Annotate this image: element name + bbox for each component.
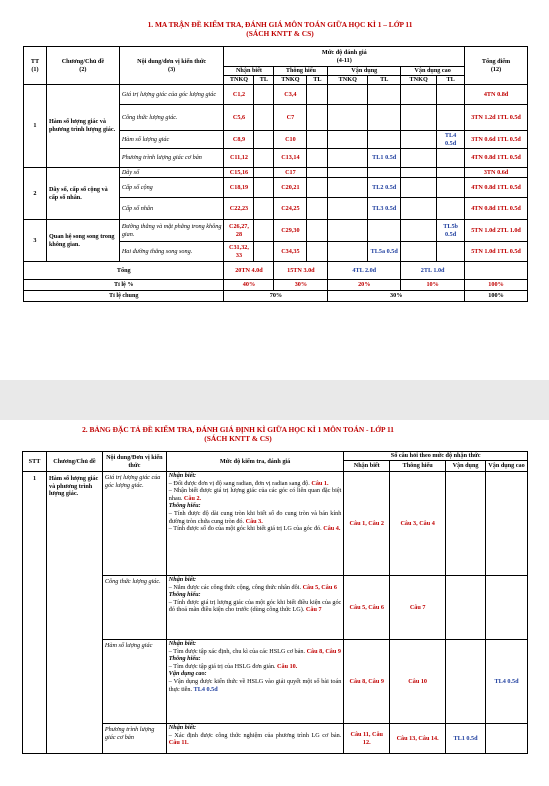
- nb-cell: C1,2: [224, 85, 254, 105]
- content-cell: Dãy số: [119, 168, 224, 178]
- group-number: 1: [24, 85, 47, 168]
- description-line: – Xác định được công thức nghiệm của phương trình LG cơ bản. Câu 11.: [168, 731, 342, 747]
- vdc-cell: TL4 0.5đ: [486, 640, 528, 724]
- th-cell: Câu 3, Câu 4: [390, 472, 446, 576]
- chapter-cell: Hàm số lượng giác và phương trình lượng giác.: [46, 472, 102, 754]
- spec-table: [22, 451, 528, 754]
- vd-cell: [446, 576, 486, 640]
- nb-cell: C18,19: [224, 178, 254, 198]
- th-cell: C34,35: [274, 242, 307, 262]
- level-heading: Thông hiểu:: [168, 502, 201, 510]
- total-th: 15TN 3.0đ: [274, 262, 328, 280]
- description-cell: [166, 472, 344, 576]
- ratio-th: 30%: [274, 280, 328, 291]
- header-thong-hieu: Thông hiểu: [390, 461, 446, 472]
- nb-cell: C26,27, 28: [224, 220, 254, 242]
- header-tl: TL: [437, 76, 465, 85]
- matrix-table: [23, 46, 528, 302]
- description-line: – Tính được số đo của một góc khi biết giá trị LG của góc đó. Câu 4.: [168, 525, 341, 533]
- vdc-cell: TL5b 0.5đ: [437, 220, 465, 242]
- vd-cell: [368, 168, 401, 178]
- level-heading: Nhận biết:: [168, 724, 197, 731]
- content-cell: Giá trị lượng giác của góc lượng giác: [119, 85, 224, 105]
- header-level-desc: Mức độ kiểm tra, đánh giá: [166, 452, 344, 472]
- table-row: [24, 85, 528, 105]
- spec-title: [8, 425, 468, 443]
- description-line: – Đổi được đơn vị độ sang radian, đơn vị radian sang độ. Câu 1.: [168, 479, 329, 487]
- header-content: Nội dung/Đơn vị kiến thức: [102, 452, 166, 472]
- general-ratio-total: 100%: [465, 291, 528, 302]
- general-ratio-row: [24, 291, 528, 302]
- header-tl: TL: [254, 76, 274, 85]
- ratio-row: [24, 280, 528, 291]
- description-line: – Nhận biết được giá trị lượng giác của các góc có liên quan đặc biệt nhau. Câu 2.: [168, 487, 342, 502]
- level-heading: Vận dụng cao:: [168, 670, 207, 678]
- header-van-dung-cao: Vận dụng cao: [486, 461, 528, 472]
- th-cell: C24,25: [274, 198, 307, 220]
- vd-cell: [368, 131, 401, 149]
- vdc-cell: TL4 0.5đ: [437, 131, 465, 149]
- content-cell: Đường thẳng và mặt phẳng trong không gian.: [119, 220, 224, 242]
- total-cell: 4TN 0.8đ 1TL 0.5đ: [465, 178, 528, 198]
- th-cell: C29,30: [274, 220, 307, 242]
- total-nb: 20TN 4.0đ: [224, 262, 274, 280]
- description-line: – Tính được độ dài cung tròn khi biết số đo cung tròn và bán kính đường tròn chứa cung tròn đó. Câu 3.: [168, 509, 342, 525]
- total-cell: 5TN 1.0đ 2TL 1.0đ: [465, 220, 528, 242]
- total-cell: 3TN 1.2đ 1TL 0.5đ: [465, 105, 528, 131]
- th-cell: C13,14: [274, 149, 307, 168]
- vd-cell: TL1 0.5đ: [446, 724, 486, 754]
- content-cell: Hai đường thẳng song song.: [119, 242, 224, 262]
- ratio-vdc: 10%: [401, 280, 465, 291]
- header-thong-hieu: Thông hiểu: [274, 67, 328, 76]
- vd-cell: TL5a 0.5đ: [368, 242, 401, 262]
- nb-cell: C8,9: [224, 131, 254, 149]
- page-gap: [0, 380, 549, 420]
- table-row: [23, 472, 528, 576]
- nb-cell: C11,12: [224, 149, 254, 168]
- vdc-cell: [486, 724, 528, 754]
- th-cell: C10: [274, 131, 307, 149]
- nb-cell: C31,32, 33: [224, 242, 254, 262]
- matrix-title: [60, 20, 500, 38]
- table-row: [24, 220, 528, 242]
- group-chapter: Quan hệ song song trong không gian.: [46, 220, 119, 262]
- header-chapter: Chương/Chủ đề: [46, 452, 102, 472]
- general-ratio-a: 70%: [224, 291, 328, 302]
- vd-cell: TL3 0.5đ: [368, 198, 401, 220]
- th-cell: C20,21: [274, 178, 307, 198]
- general-ratio-label: Tỉ lệ chung: [24, 291, 224, 302]
- nb-cell: Câu 8, Câu 9: [344, 640, 390, 724]
- spec-title-line2: (SÁCH KNTT & CS): [204, 434, 272, 443]
- header-tl: TL: [307, 76, 328, 85]
- header-stt: STT: [23, 452, 47, 472]
- header-van-dung: Vận dụng: [446, 461, 486, 472]
- ratio-vd: 20%: [328, 280, 401, 291]
- vdc-cell: [437, 178, 465, 198]
- th-cell: Câu 13, Câu 14.: [390, 724, 446, 754]
- total-cell: 3TN 0.6đ: [465, 168, 528, 178]
- vdc-cell: [437, 85, 465, 105]
- total-vdc: 2TL 1.0đ: [401, 262, 465, 280]
- page-2: [0, 420, 549, 786]
- vdc-cell: [437, 149, 465, 168]
- description-line: – Vận dụng được kiến thức về HSLG vào giải quyết một số bài toán thực tiễn. TL4 0.5đ: [168, 677, 342, 693]
- group-number: 3: [24, 220, 47, 262]
- vdc-cell: [437, 168, 465, 178]
- content-cell: Công thức lượng giác.: [119, 105, 224, 131]
- vdc-cell: [437, 105, 465, 131]
- group-chapter: Dãy số, cấp số cộng và cấp số nhân.: [46, 168, 119, 220]
- table-row: [24, 168, 528, 178]
- group-chapter: Hàm số lượng giác và phương trình lượng giác.: [46, 85, 119, 168]
- stt-cell: 1: [23, 472, 47, 754]
- ratio-label: Tỉ lệ %: [24, 280, 224, 291]
- th-cell: Câu 7: [390, 576, 446, 640]
- total-cell: 4TN 0.8đ 1TL 0.5đ: [465, 198, 528, 220]
- header-van-dung-cao: Vận dụng cao: [401, 67, 465, 76]
- vd-cell: [368, 105, 401, 131]
- header-total: Tổng điểm (12): [465, 47, 528, 85]
- content-cell: Giá trị lượng giác của góc lượng giác.: [102, 472, 166, 576]
- vd-cell: TL2 0.5đ: [368, 178, 401, 198]
- th-cell: C7: [274, 105, 307, 131]
- description-line: – Tìm được tập xác định, chu kì của các HSLG cơ bản. Câu 8, Câu 9: [168, 647, 341, 655]
- description-cell: [166, 576, 344, 640]
- nb-cell: Câu 5, Câu 6: [344, 576, 390, 640]
- content-cell: Hàm số lượng giác: [119, 131, 224, 149]
- nb-cell: C15,16: [224, 168, 254, 178]
- header-tnkq: TNKQ: [224, 76, 254, 85]
- total-cell: 3TN 0.6đ 1TL 0.5đ: [465, 131, 528, 149]
- th-cell: Câu 10: [390, 640, 446, 724]
- vdc-cell: [437, 242, 465, 262]
- th-cell: C3,4: [274, 85, 307, 105]
- header-tl: TL: [368, 76, 401, 85]
- header-question-count: Số câu hỏi theo mức độ nhận thức: [344, 452, 528, 461]
- level-heading: Thông hiểu:: [168, 655, 201, 663]
- content-cell: Công thức lượng giác.: [102, 576, 166, 640]
- total-row: [24, 262, 528, 280]
- header-tt: TT (1): [24, 47, 47, 85]
- total-cell: 4TN 0.8đ 1TL 0.5đ: [465, 149, 528, 168]
- header-content: Nội dung/đơn vị kiến thức (3): [119, 47, 224, 85]
- ratio-total: 100%: [465, 280, 528, 291]
- group-number: 2: [24, 168, 47, 220]
- level-heading: Nhận biết:: [168, 640, 197, 647]
- level-heading: Nhận biết:: [168, 472, 197, 479]
- nb-cell: C22,23: [224, 198, 254, 220]
- th-cell: C17: [274, 168, 307, 178]
- header-tnkq: TNKQ: [401, 76, 437, 85]
- total-cell: 5TN 1.0đ 1TL 0.5đ: [465, 242, 528, 262]
- level-heading: Thông hiểu:: [168, 591, 201, 599]
- nb-cell: Câu 1, Câu 2: [344, 472, 390, 576]
- description-cell: [166, 640, 344, 724]
- header-chapter: Chương/Chủ đề (2): [46, 47, 119, 85]
- content-cell: Phương trình lượng giác cơ bản: [119, 149, 224, 168]
- vd-cell: TL1 0.5đ: [368, 149, 401, 168]
- nb-cell: C5,6: [224, 105, 254, 131]
- description-line: – Tính được giá trị lượng giác của một góc khi biết điều kiện của góc đó thoả mãn điều kiện cho trước (dùng công thức LG). Câu 7: [168, 598, 342, 614]
- nb-cell: Câu 11, Câu 12.: [344, 724, 390, 754]
- header-tnkq: TNKQ: [274, 76, 307, 85]
- level-heading: Nhận biết:: [168, 576, 197, 583]
- vdc-cell: [486, 576, 528, 640]
- vd-cell: [368, 220, 401, 242]
- spec-title-line1: 2. BẢNG ĐẶC TẢ ĐỀ KIỂM TRA, ĐÁNH GIÁ ĐỊNH KÌ GIỮA HỌC KÌ 1 MÔN TOÁN - LỚP 11: [82, 425, 394, 434]
- content-cell: Phương trình lượng giác cơ bản: [102, 724, 166, 754]
- vdc-cell: [486, 472, 528, 576]
- content-cell: Cấp số cộng: [119, 178, 224, 198]
- vd-cell: [446, 640, 486, 724]
- header-nhan-biet: Nhận biết: [344, 461, 390, 472]
- content-cell: Cấp số nhân: [119, 198, 224, 220]
- page-1: [0, 0, 549, 380]
- matrix-title-line2: (SÁCH KNTT & CS): [246, 29, 314, 38]
- vdc-cell: [437, 198, 465, 220]
- description-cell: [166, 724, 344, 754]
- header-van-dung: Vận dụng: [328, 67, 401, 76]
- vd-cell: [368, 85, 401, 105]
- description-line: – Tìm được tập giá trị của HSLG đơn giản. Câu 10.: [168, 662, 298, 670]
- content-cell: Hàm số lượng giác: [102, 640, 166, 724]
- total-vd: 4TL 2.0đ: [328, 262, 401, 280]
- total-cell: 4TN 0.8đ: [465, 85, 528, 105]
- description-line: – Nắm được các công thức cộng, công thức nhân đôi. Câu 5, Câu 6: [168, 583, 337, 591]
- total-label: Tổng: [24, 262, 224, 280]
- header-level: Mức độ đánh giá (4-11): [224, 47, 465, 67]
- general-ratio-b: 30%: [328, 291, 465, 302]
- header-nhan-biet: Nhận biết: [224, 67, 274, 76]
- vd-cell: [446, 472, 486, 576]
- header-tnkq: TNKQ: [328, 76, 368, 85]
- matrix-title-line1: 1. MA TRẬN ĐỀ KIỂM TRA, ĐÁNH GIÁ MÔN TOÁN GIỮA HỌC KÌ 1 – LỚP 11: [147, 20, 413, 29]
- ratio-nb: 40%: [224, 280, 274, 291]
